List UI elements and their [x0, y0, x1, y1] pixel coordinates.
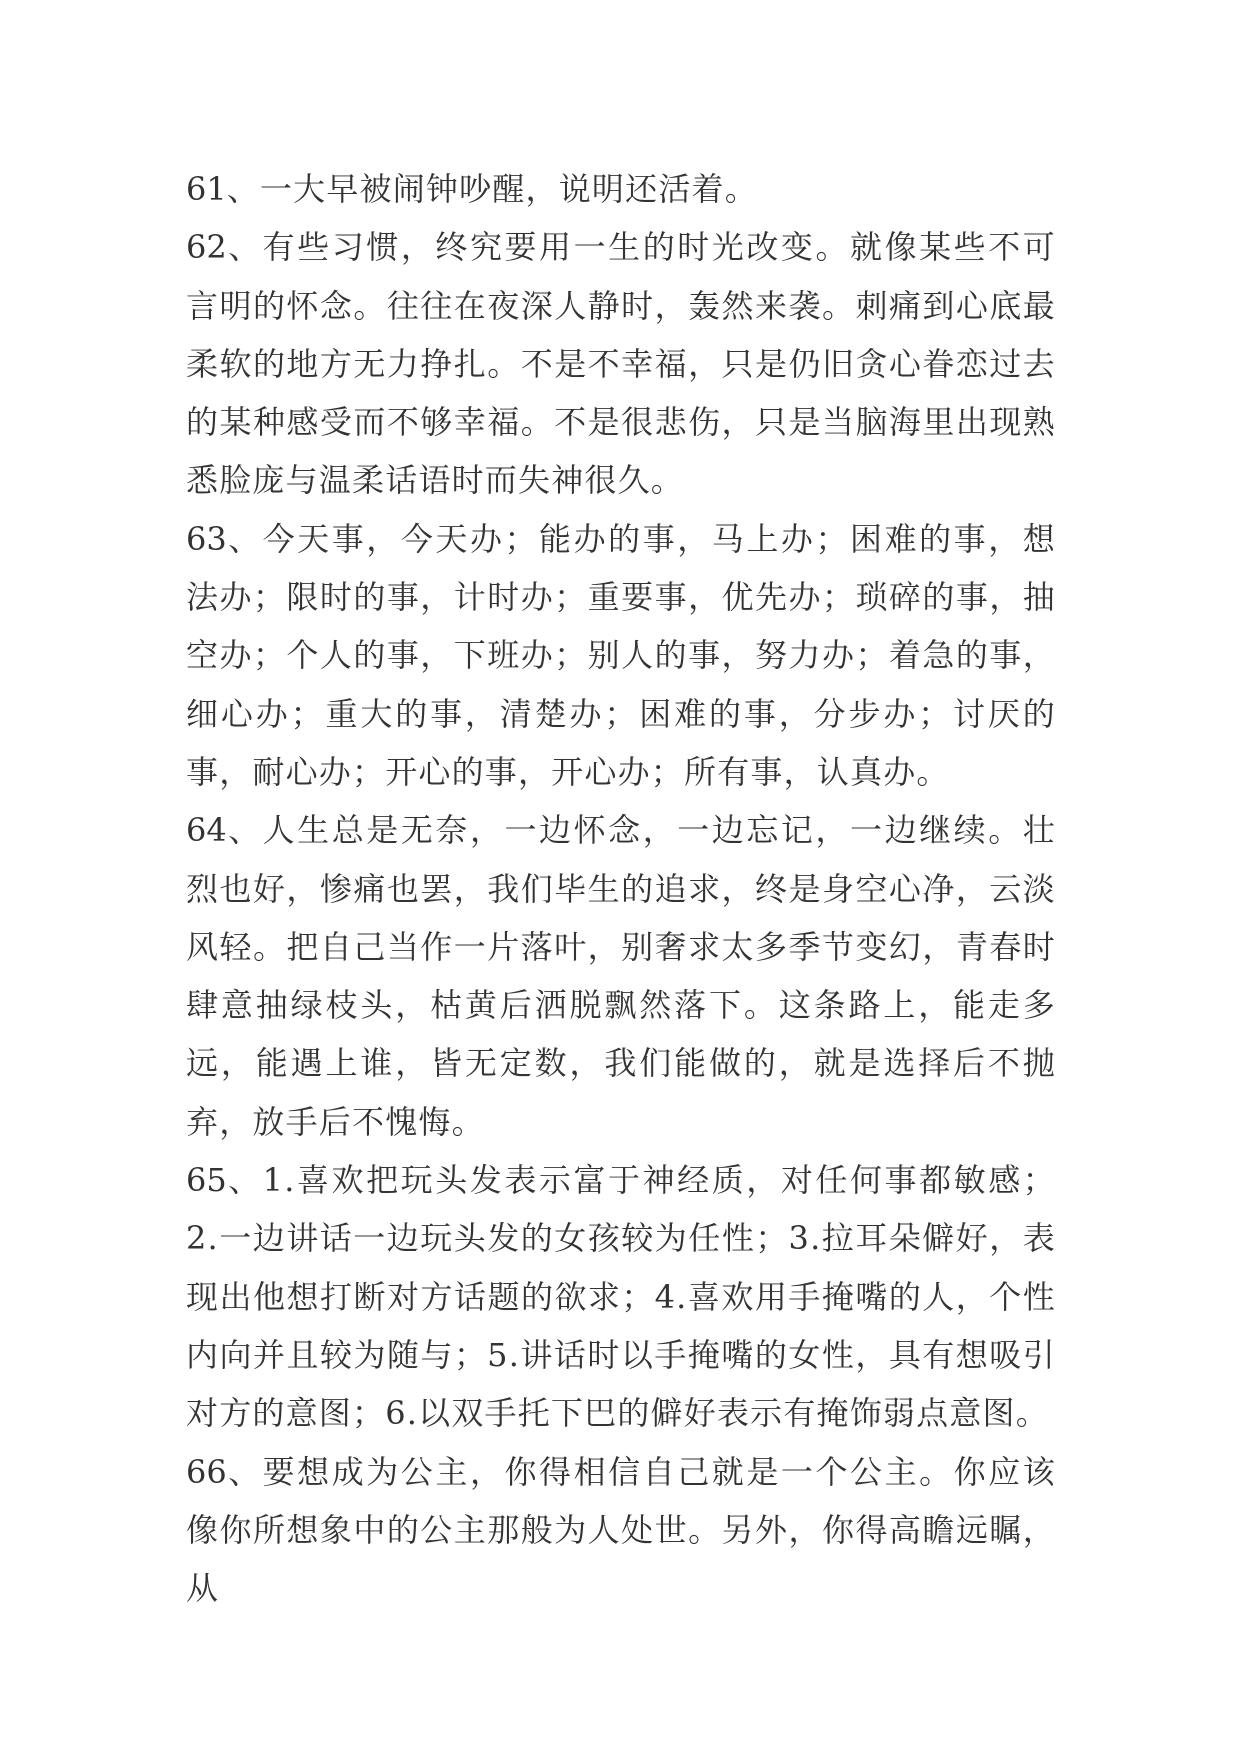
paragraph-text: 、1.喜欢把玩头发表示富于神经质，对任何事都敏感；2.一边讲话一边玩头发的女孩较为任性；3.拉耳朵僻好，表现出他想打断对方话题的欲求；4.喜欢用手掩嘴的人，个性内向并且较为随与；5.讲话时以手掩嘴的女性，具有想吸引对方的意图；6.以双手托下巴的僻好表示有掩饰弱点意图。	[186, 1161, 1056, 1433]
paragraph-62	[186, 218, 1056, 509]
paragraph-64	[186, 801, 1056, 1151]
paragraph-63	[186, 510, 1056, 801]
paragraph-text: 、今天事，今天办；能办的事，马上办；困难的事，想法办；限时的事，计时办；重要事，优先办；琐碎的事，抽空办；个人的事，下班办；别人的事，努力办；着急的事，细心办；重大的事，清楚办；困难的事，分步办；讨厌的事，耐心办；开心的事，开心办；所有事，认真办。	[186, 519, 1056, 791]
document-body	[186, 160, 1056, 1617]
paragraph-number: 66	[186, 1452, 227, 1491]
paragraph-number: 62	[186, 228, 227, 267]
paragraph-66	[186, 1443, 1056, 1618]
paragraph-number: 65	[186, 1161, 227, 1200]
paragraph-text: 、人生总是无奈，一边怀念，一边忘记，一边继续。壮烈也好，惨痛也罢，我们毕生的追求，终是身空心净，云淡风轻。把自己当作一片落叶，别奢求太多季节变幻，青春时肆意抽绿枝头，枯黄后洒脱飘然落下。这条路上，能走多远，能遇上谁，皆无定数，我们能做的，就是选择后不抛弃，放手后不愧悔。	[186, 811, 1056, 1141]
paragraph-61	[186, 160, 1056, 218]
paragraph-text: 、一大早被闹钟吵醒，说明还活着。	[226, 170, 758, 208]
paragraph-65	[186, 1151, 1056, 1442]
paragraph-number: 63	[186, 519, 227, 558]
paragraph-number: 61	[186, 170, 227, 208]
paragraph-text: 、要想成为公主，你得相信自己就是一个公主。你应该像你所想象中的公主那般为人处世。另外，你得高瞻远瞩，从	[186, 1452, 1056, 1608]
paragraph-text: 、有些习惯，终究要用一生的时光改变。就像某些不可言明的怀念。往往在夜深人静时，轰然来袭。刺痛到心底最柔软的地方无力挣扎。不是不幸福，只是仍旧贪心眷恋过去的某种感受而不够幸福。不是很悲伤，只是当脑海里出现熟悉脸庞与温柔话语时而失神很久。	[186, 228, 1056, 500]
paragraph-number: 64	[186, 811, 227, 850]
